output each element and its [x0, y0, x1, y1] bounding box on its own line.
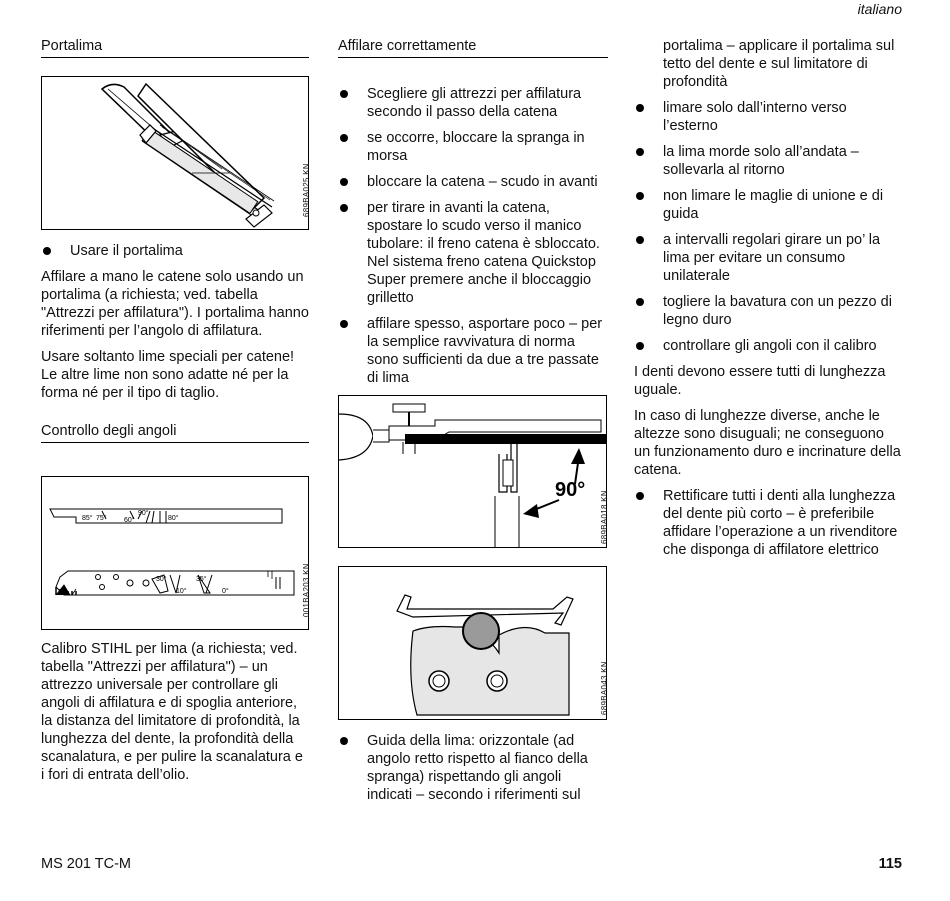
column-1: [41, 37, 309, 792]
gauge-top-label: 90°: [138, 510, 149, 517]
bullet-pre: Guida della lima:: [367, 733, 480, 749]
gauge-bottom-label: 30°: [156, 576, 167, 583]
gauge-top-label: 85°: [82, 515, 93, 522]
bullet-item: togliere la bavatura con un pezzo di legno duro: [634, 293, 904, 329]
gauge-top-label: 60°: [124, 517, 135, 524]
file-guide-figure: [338, 395, 607, 548]
warning-text: Usare soltanto lime speciali per catene!: [41, 349, 295, 365]
bullet-item: se occorre, bloccare la spranga in morsa: [338, 129, 608, 165]
bullet-item: non limare le maglie di unione e di guida: [634, 187, 904, 223]
paragraph-calibro: Calibro STIHL per lima (a richiesta; ved. tabella "Attrezzi per affilatura") – un attrezzo universale per controllare gli angoli di affilatura e di spoglia anteriore, la distanza del limitatore di profondità, la lunghezza del dente, la profondità della scanalatura, e per pulire la scanalatura e i fori di entrata dell’olio.: [41, 641, 303, 783]
gauge-top-label: 75°: [96, 515, 107, 522]
section-title-affilare: Affilare correttamente: [338, 37, 608, 58]
file-position-figure: [338, 566, 607, 720]
figure-code-4: 689BA043 KN: [600, 660, 609, 715]
file-gauge-illustration: [42, 477, 308, 629]
bullet-item: affilare spesso, asportare poco – per la semplice ravvivatura di norma sono sufficienti da due a tre passate di lima: [338, 315, 608, 387]
figure-code-2: 001BA203 KN: [302, 562, 311, 617]
angle-label-90: 90°: [555, 479, 586, 501]
bullet-post: (ad angolo retto rispetto al fianco della spranga) rispettando gli angoli indicati – secondo i riferimenti sul: [367, 733, 588, 803]
file-holder-figure: [41, 76, 309, 230]
bullet-item: a intervalli regolari girare un po’ la lima per evitare un consumo unilaterale: [634, 231, 904, 285]
file-guide-illustration: [339, 396, 606, 547]
paragraph-lunghezze-diverse: In caso di lunghezze diverse, anche le altezze sono disuguali; ne conseguono un funzionamento duro e incrinature della catena.: [634, 408, 901, 478]
continuation-text: portalima – applicare il portalima sul tetto del dente e sul limitatore di profondità: [663, 38, 895, 90]
bullet-item: bloccare la catena – scudo in avanti: [338, 173, 608, 191]
figure-code-1: 689BA025 KN: [302, 162, 311, 217]
bullet-text: Usare il portalima: [70, 243, 183, 259]
file-holder-illustration: [42, 77, 308, 229]
file-position-illustration: [339, 567, 606, 719]
bullet-guida-lima: [338, 732, 608, 804]
gauge-top-label: 80°: [168, 515, 179, 522]
bullet-item: per tirare in avanti la catena, spostare lo scudo verso il manico tubolare: il freno catena è sbloccato. Nel sistema freno catena Quickstop Super premere anche il bloccaggio grilletto: [338, 199, 608, 307]
gauge-bottom-label: 10°: [176, 588, 187, 595]
bullet-usare-portalima: [41, 242, 309, 260]
language-label: italiano: [857, 1, 902, 17]
warning-rest: Le altre lime non sono adatte né per la forma né per il tipo di taglio.: [41, 367, 289, 401]
bullet-item: limare solo dall’interno verso l’esterno: [634, 99, 904, 135]
bullet-item: Scegliere gli attrezzi per affilatura secondo il passo della catena: [338, 85, 608, 121]
paragraph-denti-lunghezza: I denti devono essere tutti di lunghezza uguale.: [634, 364, 886, 398]
column-2: [338, 37, 608, 812]
column-3: [634, 37, 904, 567]
section-title-controllo-angoli: Controllo degli angoli: [41, 422, 309, 443]
paragraph-portalima: Affilare a mano le catene solo usando un portalima (a richiesta; ved. tabella "Attrezzi per affilatura"). I portalima hanno riferimenti per l’angolo di affilatura.: [41, 269, 309, 339]
bullet-strong: orizzontale: [479, 733, 550, 749]
bullet-item: controllare gli angoli con il calibro: [634, 337, 904, 355]
figure-code-3: 689BA018 KN: [600, 489, 609, 544]
bullet-item: la lima morde solo all’andata – sollevarla al ritorno: [634, 143, 904, 179]
gauge-figure: [41, 476, 309, 630]
gauge-bottom-label: 35°: [196, 576, 207, 583]
footer-model: MS 201 TC-M: [41, 856, 131, 872]
paragraph-lime-speciali: [41, 348, 309, 402]
bullet-rettificare: Rettificare tutti i denti alla lunghezza del dente più corto – è preferibile affidare l’operazione a un rivenditore che disponga di affilatore elettrico: [634, 487, 904, 559]
gauge-bottom-label: 0°: [222, 588, 229, 595]
section-title-portalima: Portalima: [41, 37, 309, 58]
page-number: 115: [878, 856, 902, 872]
